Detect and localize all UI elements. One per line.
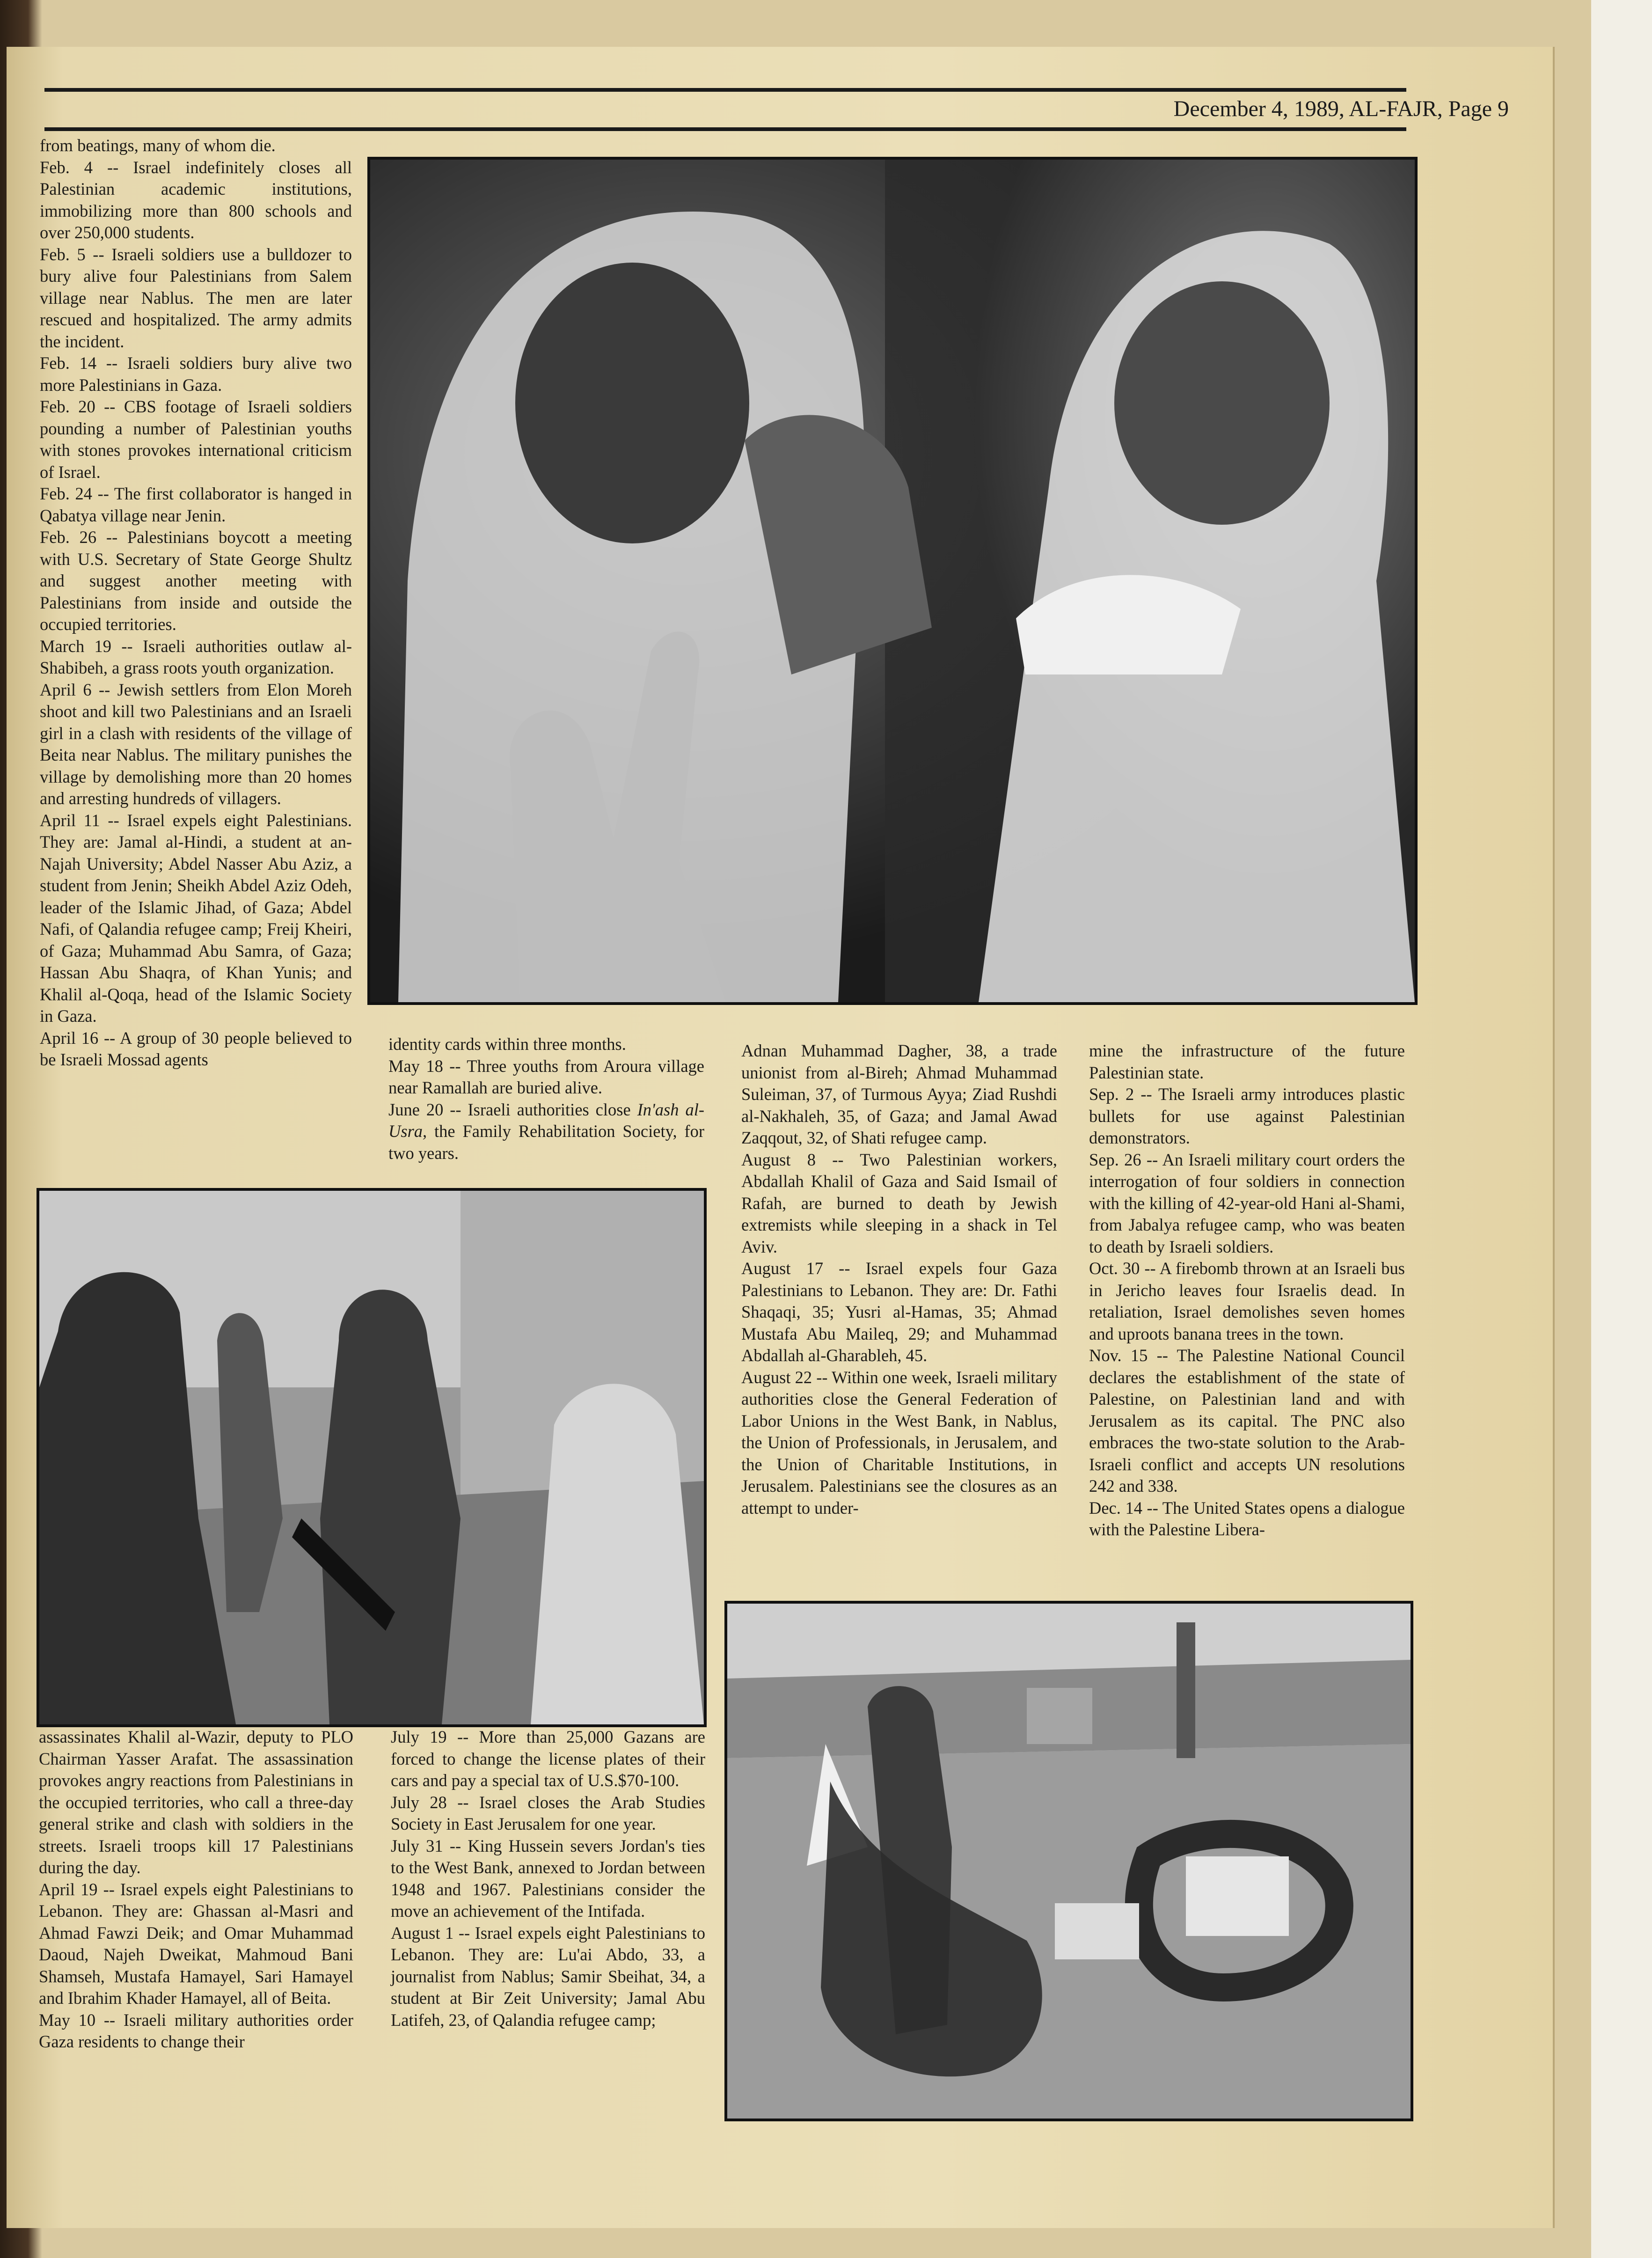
col1-bottom-paragraph: assassinates Khalil al-Wazir, deputy to PLO Chairman Yasser Arafat. The assassination provokes angry reactions from Palestinians in the occupied territories, who call a three-day general strike and clash with soldiers in the streets. Israeli troops kill 17 Palestinians during the day. [39,1727,353,1877]
col4-paragraph: Sep. 2 -- The Israeli army introduces plastic bullets for use against Palestinian demonstrators. [1089,1085,1405,1147]
col1-top-paragraph: from beatings, many of whom die. [40,136,276,155]
col1-top-paragraph: Feb. 26 -- Palestinians boycott a meeting with U.S. Secretary of State George Shultz and suggest another meeting with Palestinians from inside and outside the occupied territories. [40,528,352,634]
col4-paragraph: Nov. 15 -- The Palestine National Council declares the establishment of the state of Palestine, on Palestinian land and with Jerusalem as its capital. The PNC also embraces the two-state solution to the Arab-Israeli conflict and accepts UN resolutions 242 and 338. [1089,1346,1405,1496]
col3-paragraph: August 8 -- Two Palestinian workers, Abdallah Khalil of Gaza and Said Ismail of Rafah, are burned to death by Jewish extremists while sleeping in a shack in Tel Aviv. [741,1150,1057,1256]
col2-may-18: May 18 -- Three youths from Aroura village near Ramallah are buried alive. [388,1056,704,1097]
column-3 [741,1040,1057,1519]
col1-top-paragraph: Feb. 5 -- Israeli soldiers use a bulldozer to bury alive four Palestinians from Salem village near Nablus. The men are later rescued and hospitalized. The army admits the incident. [40,244,352,351]
backing-sheet [1591,0,1652,2258]
col3-paragraph: Adnan Muhammad Dagher, 38, a trade unionist from al-Bireh; Ahmad Muhammad Suleiman, 37, of Turmous Ayya; Ziad Rushdi al-Nakhaleh, 35, of Gaza; and Jamal Awad Zaqqout, 32, of Shati refugee camp. [741,1041,1057,1147]
col1-bottom-paragraph: May 10 -- Israeli military authorities order Gaza residents to change their [39,2010,353,2051]
column-2-bottom [391,1726,705,2031]
column-4 [1089,1040,1405,1541]
col1-top-paragraph: Feb. 4 -- Israel indefinitely closes all Palestinian academic institutions, immobilizing more than 800 schools and over 250,000 students. [40,157,352,242]
col1-top-paragraph: April 16 -- A group of 30 people believed to be Israeli Mossad agents [40,1028,352,1069]
col2-bottom-paragraph: July 19 -- More than 25,000 Gazans are forced to change the license plates of their cars and pay a special tax of U.S.$70-100. [391,1727,705,1790]
col4-paragraph: mine the infrastructure of the future Palestinian state. [1089,1041,1405,1082]
column-1-top [40,135,352,1071]
col3-paragraph: August 22 -- Within one week, Israeli military authorities close the General Federation of Labor Unions in the West Bank, in Nablus, the Union of Professionals, in Jerusalem, and the Union of Charitable Institutions, in Jerusalem. Palestinians see the closures as an attempt to under- [741,1367,1057,1518]
col2-bottom-paragraph: July 31 -- King Hussein severs Jordan's ties to the West Bank, annexed to Jordan between 1948 and 1967. Palestinians consider the move an achievement of the Intifada. [391,1836,705,1921]
col2-identity-cards: identity cards within three months. [388,1034,626,1054]
col2-june-20: June 20 -- Israeli authorities close In'ash al-Usra, the Family Rehabilitation Society, for two years. [388,1100,704,1163]
photo-soldiers [37,1188,707,1727]
col1-top-paragraph: April 11 -- Israel expels eight Palestinians. They are: Jamal al-Hindi, a student at an-Najah University; Abdel Nasser Abu Aziz, a student from Jenin; Sheikh Abdel Aziz Odeh, leader of the Islamic Jihad, of Gaza; Abdel Nafi, of Qalandia refugee camp; Freij Kheiri, of Gaza; Muhammad Abu Samra, of Gaza; Hassan Abu Shaqra, of Khan Yunis; and Khalil al-Qoqa, head of the Islamic Society in Gaza. [40,810,352,1026]
col2-bottom-paragraph: July 28 -- Israel closes the Arab Studies Society in East Jerusalem for one year. [391,1792,705,1833]
col1-top-paragraph: April 6 -- Jewish settlers from Elon Moreh shoot and kill two Palestinians and an Israeli girl in a clash with residents of the village of Beita near Nablus. The military punishes the village by demolishing more than 20 homes and arresting hundreds of villagers. [40,680,352,808]
col2-bottom-paragraph: August 1 -- Israel expels eight Palestinians to Lebanon. They are: Lu'ai Abdo, 33, a journalist from Nablus; Samir Sbeihat, 34, a student at Bir Zeit University; Jamal Abu Latifeh, 23, of Qalandia refugee camp; [391,1923,705,2030]
col1-top-paragraph: Feb. 24 -- The first collaborator is hanged in Qabatya village near Jenin. [40,484,352,525]
page-dateline: December 4, 1989, AL-FAJR, Page 9 [1173,96,1509,121]
header-bottom-rule [44,127,1406,131]
column-2-top [388,1034,704,1164]
col4-paragraph: Oct. 30 -- A firebomb thrown at an Israeli bus in Jericho leaves four Israelis dead. In retaliation, Israel demolishes seven homes and uproots banana trees in the town. [1089,1259,1405,1343]
photo-mourning-women [367,157,1418,1005]
col4-paragraph: Dec. 14 -- The United States opens a dialogue with the Palestine Libera- [1089,1498,1405,1539]
col3-paragraph: August 17 -- Israel expels four Gaza Palestinians to Lebanon. They are: Dr. Fathi Shaqaqi, 35; Yusri al-Hamas, 35; Ahmad Mustafa Abu Maileq, 29; and Muhammad Abdallah al-Gharableh, 45. [741,1259,1057,1365]
column-1-bottom [39,1726,353,2053]
col1-bottom-paragraph: April 19 -- Israel expels eight Palestinians to Lebanon. They are: Ghassan al-Masri and Ahmad Fawzi Deik; and Omar Muhammad Daoud, Najeh Dweikat, Mahmoud Bani Shamseh, Mustafa Hamayel, Sari Hamayel and Ibrahim Khader Hamayel, all of Beita. [39,1879,353,2008]
photo-grave-wreath [724,1601,1413,2121]
col4-paragraph: Sep. 26 -- An Israeli military court orders the interrogation of four soldiers in connection with the killing of 42-year-old Hani al-Shami, from Jabalya refugee camp, who was beaten to death by Israeli soldiers. [1089,1150,1405,1256]
col1-top-paragraph: March 19 -- Israeli authorities outlaw al-Shabibeh, a grass roots youth organization. [40,636,352,677]
organization-name: In'ash al-Usra, [388,1100,704,1141]
col1-top-paragraph: Feb. 20 -- CBS footage of Israeli soldiers pounding a number of Palestinian youths with stones provokes international criticism of Israel. [40,397,352,482]
col1-top-paragraph: Feb. 14 -- Israeli soldiers bury alive two more Palestinians in Gaza. [40,353,352,395]
header-top-rule [44,88,1406,92]
